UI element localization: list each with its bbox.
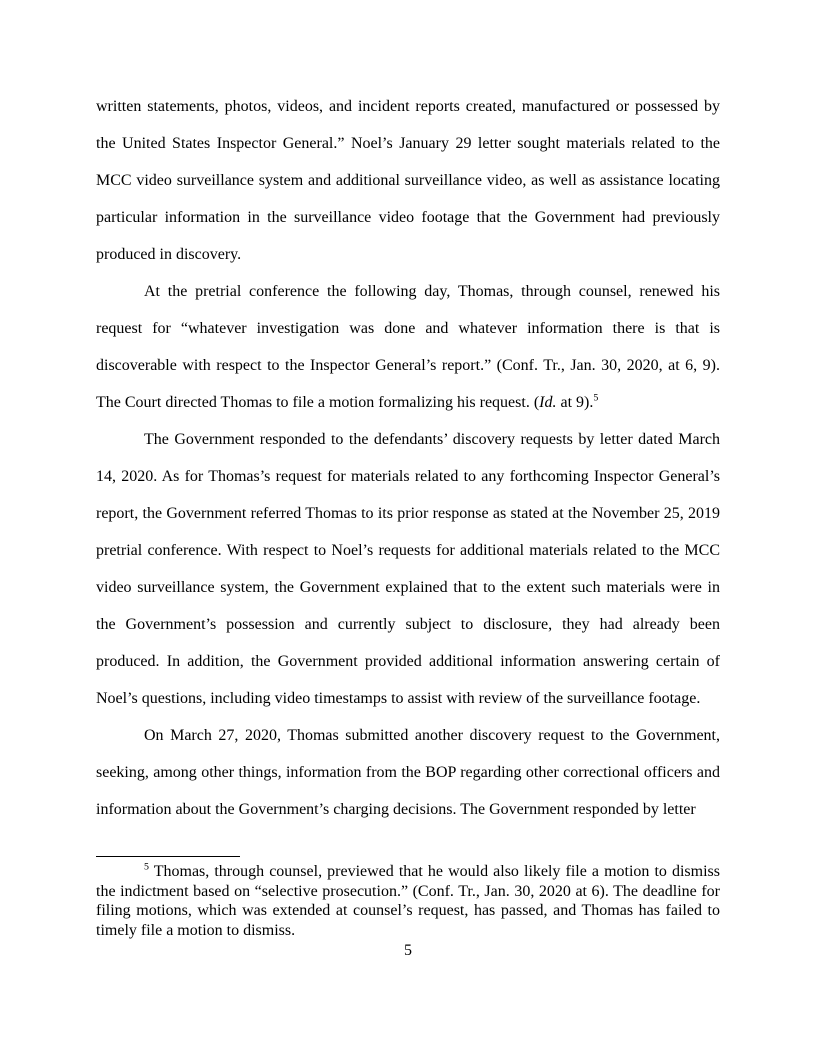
paragraph bbox=[96, 88, 720, 273]
paragraph bbox=[96, 717, 720, 828]
text-run: Id. bbox=[539, 394, 557, 411]
paragraph bbox=[96, 273, 720, 421]
page-number: 5 bbox=[404, 942, 412, 959]
footnote-reference: 5 bbox=[593, 392, 599, 404]
text-run: written statements, photos, videos, and incident reports created, manufactured or possessed by the United States Inspector General.” Noel’s January 29 letter sought materials related to the MCC video surveillance system and additional surveillance video, as well as assistance locating particular information in the surveillance video footage that the Government had previously produced in discovery. bbox=[96, 98, 720, 263]
text-run: Thomas, through counsel, previewed that he would also likely file a motion to dismiss the indictment based on “selective prosecution.” (Conf. Tr., Jan. 30, 2020 at 6). The deadline for filing motions, which was extended at counsel’s request, has passed, and Thomas has failed to timely file a motion to dismiss. bbox=[96, 863, 720, 939]
paragraph bbox=[96, 421, 720, 717]
footnote bbox=[96, 862, 720, 940]
text-run: at 9). bbox=[556, 394, 594, 411]
document-body bbox=[96, 88, 720, 828]
footnote-separator bbox=[96, 856, 240, 857]
text-run: The Government responded to the defendants’ discovery requests by letter dated March 14, 2020. As for Thomas’s request for materials related to any forthcoming Inspector General’s report, the Government referred Thomas to its prior response as stated at the November 25, 2019 pretrial conference. With respect to Noel’s requests for additional materials related to the MCC video surveillance system, the Government explained that to the extent such materials were in the Government’s possession and currently subject to disclosure, they had already been produced. In addition, the Government provided additional information answering certain of Noel’s questions, including video timestamps to assist with review of the surveillance footage. bbox=[96, 431, 720, 707]
text-run: At the pretrial conference the following day, Thomas, through counsel, renewed his request for “whatever investigation was done and whatever information there is that is discoverable with respect to the Inspector General’s report.” (Conf. Tr., Jan. 30, 2020, at 6, 9). The Court directed Thomas to file a motion formalizing his request. ( bbox=[96, 283, 720, 411]
footnote-reference: 5 bbox=[144, 861, 149, 873]
paragraph bbox=[96, 862, 720, 940]
text-run: On March 27, 2020, Thomas submitted another discovery request to the Government, seeking, among other things, information from the BOP regarding other correctional officers and information about the Government’s charging decisions. The Government responded by letter bbox=[96, 727, 720, 818]
